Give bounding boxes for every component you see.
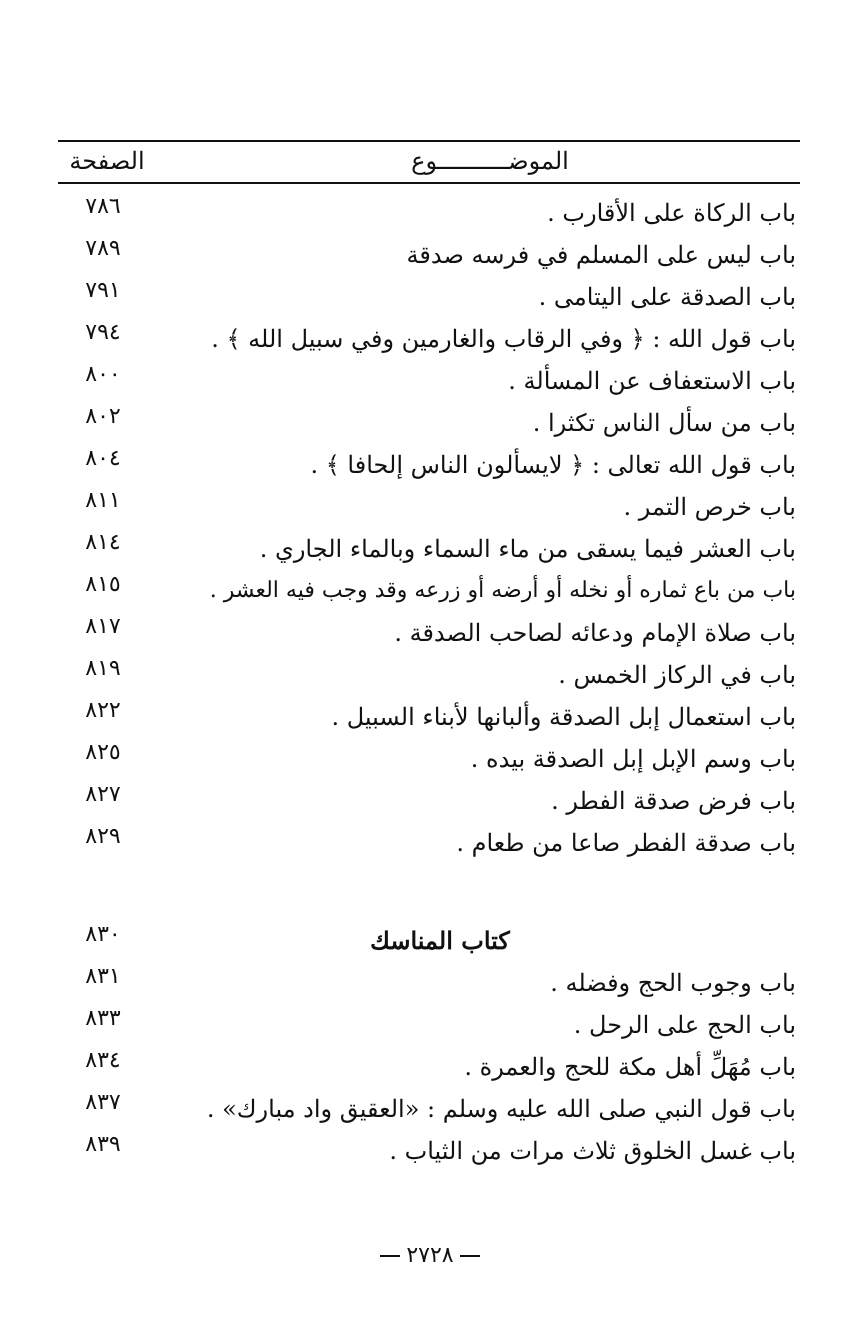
toc-entry-page: ٧٩١ xyxy=(85,278,121,303)
footer-dash-right xyxy=(460,1255,480,1257)
toc-entry-title: باب قول الله تعالى : ﴿ لايسألون الناس إلحافا ﴾ . xyxy=(310,451,796,479)
toc-entry-title: باب وجوب الحج وفضله . xyxy=(550,969,796,997)
toc-entry-page: ٨٣١ xyxy=(85,964,121,989)
toc-entry-title: باب الركاة على الأقارب . xyxy=(547,199,796,227)
header-topic: الموضــــــــــوع xyxy=(411,147,569,175)
toc-row xyxy=(58,276,800,318)
toc-row xyxy=(58,654,800,696)
toc-row xyxy=(58,780,800,822)
toc-row xyxy=(58,738,800,780)
section-page: ٨٣٠ xyxy=(85,922,121,947)
toc-entry-page: ٨٢٧ xyxy=(85,782,121,807)
toc-entry-page: ٨٣٣ xyxy=(85,1006,121,1031)
toc-entry-title: باب فرض صدقة الفطر . xyxy=(551,787,796,815)
toc-row xyxy=(58,234,800,276)
toc-entry-page: ٨٣٧ xyxy=(85,1090,121,1115)
toc-entry-page: ٨١٤ xyxy=(85,530,121,555)
page-footer xyxy=(330,1238,530,1274)
toc-entry-title: باب الاستعفاف عن المسألة . xyxy=(508,367,796,395)
toc-entry-title: باب صلاة الإمام ودعائه لصاحب الصدقة . xyxy=(394,619,796,647)
toc-entry-page: ٨١٩ xyxy=(85,656,121,681)
toc-entry-page: ٨١٥ xyxy=(85,572,121,597)
toc-entry-title: باب من سأل الناس تكثرا . xyxy=(532,409,796,437)
toc-row xyxy=(58,612,800,654)
toc-entry-title: باب صدقة الفطر صاعا من طعام . xyxy=(456,829,796,857)
toc-row xyxy=(58,402,800,444)
toc-entry-page: ٧٨٦ xyxy=(85,194,121,219)
toc-entry-title: باب الصدقة على اليتامى . xyxy=(538,283,796,311)
toc-entry-page: ٨٣٩ xyxy=(85,1132,121,1157)
toc-row xyxy=(58,360,800,402)
toc-entry-title: باب وسم الإبل إبل الصدقة بيده . xyxy=(470,745,796,773)
header-rule xyxy=(58,182,800,184)
toc-entry-title: باب قول الله : ﴿ وفي الرقاب والغارمين وفي سبيل الله ﴾ . xyxy=(211,325,796,353)
top-rule xyxy=(58,140,800,142)
footer-dash-left xyxy=(380,1255,400,1257)
toc-entry-page: ٨٢٩ xyxy=(85,824,121,849)
toc-entry-title: باب في الركاز الخمس . xyxy=(558,661,796,689)
toc-row xyxy=(58,192,800,234)
toc-row xyxy=(58,1004,800,1046)
toc-entry-page: ٨٣٤ xyxy=(85,1048,121,1073)
toc-row xyxy=(58,1046,800,1088)
toc-row xyxy=(58,962,800,1004)
toc-entry-title: باب من باع ثماره أو نخله أو أرضه أو زرعه وقد وجب فيه العشر . xyxy=(209,578,796,603)
footer-page-number: ٢٧٢٨ xyxy=(406,1243,454,1268)
toc-row xyxy=(58,822,800,864)
toc-entry-page: ٧٨٩ xyxy=(85,236,121,261)
toc-row xyxy=(58,318,800,360)
toc-row xyxy=(58,1088,800,1130)
toc-entry-title: باب خرص التمر . xyxy=(623,493,796,521)
toc-entry-title: باب قول النبي صلى الله عليه وسلم : «العقيق واد مبارك» . xyxy=(206,1095,796,1123)
section-heading-row xyxy=(58,920,800,962)
toc-list xyxy=(58,192,800,1172)
toc-entry-title: باب ليس على المسلم في فرسه صدقة xyxy=(406,241,796,269)
toc-entry-page: ٨١٧ xyxy=(85,614,121,639)
toc-row xyxy=(58,696,800,738)
toc-entry-page: ٨٠٤ xyxy=(85,446,121,471)
toc-entry-page: ٧٩٤ xyxy=(85,320,121,345)
toc-entry-page: ٨٠٠ xyxy=(85,362,121,387)
toc-entry-page: ٨١١ xyxy=(85,488,121,513)
toc-entry-page: ٨٠٢ xyxy=(85,404,121,429)
toc-row xyxy=(58,444,800,486)
toc-entry-title: باب مُهَلِّ أهل مكة للحج والعمرة . xyxy=(464,1053,796,1081)
toc-entry-title: باب استعمال إبل الصدقة وألبانها لأبناء السبيل . xyxy=(331,703,796,731)
toc-row xyxy=(58,1130,800,1172)
toc-entry-title: باب غسل الخلوق ثلاث مرات من الثياب . xyxy=(389,1137,796,1165)
toc-entry-page: ٨٢٢ xyxy=(85,698,121,723)
toc-entry-page: ٨٢٥ xyxy=(85,740,121,765)
header-page-column: الصفحة xyxy=(69,147,145,175)
toc-entry-title: باب الحج على الرحل . xyxy=(573,1011,796,1039)
section-title: كتاب المناسك xyxy=(370,926,510,955)
section-gap xyxy=(58,864,800,920)
toc-row xyxy=(58,528,800,570)
toc-entry-title: باب العشر فيما يسقى من ماء السماء وبالماء الجاري . xyxy=(259,535,796,563)
toc-row xyxy=(58,486,800,528)
toc-row xyxy=(58,570,800,612)
